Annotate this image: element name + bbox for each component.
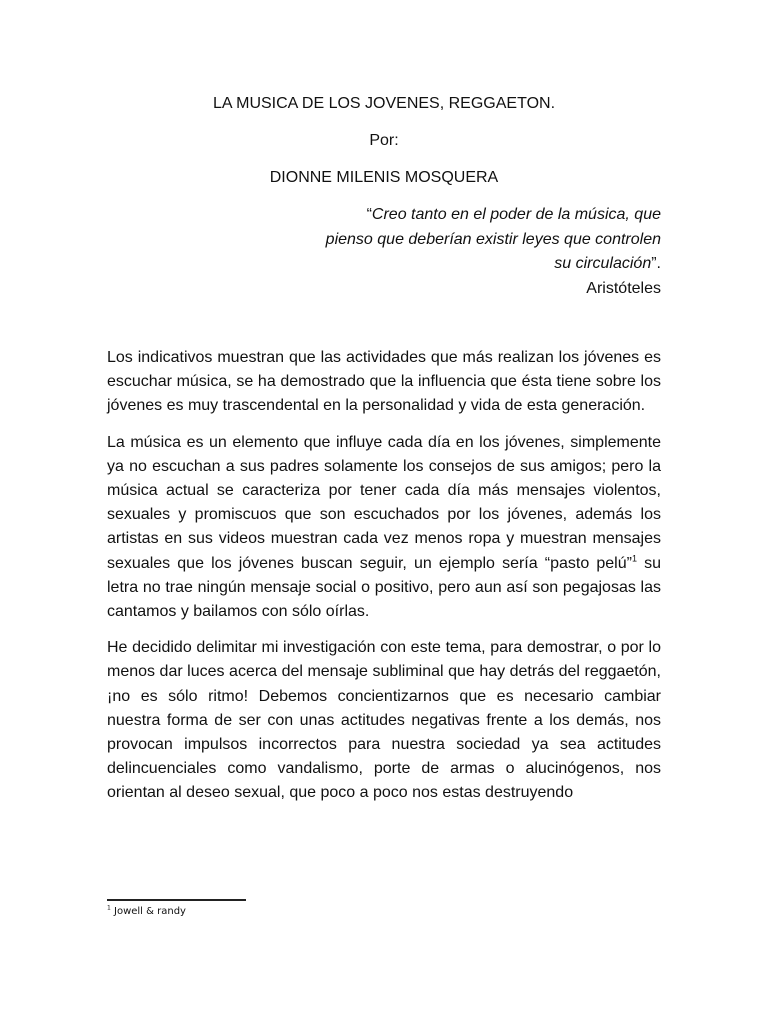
epigraph-attribution: Aristóteles [586,279,661,297]
author-name: DIONNE MILENIS MOSQUERA [269,169,499,186]
paragraph-2-text-b: su letra no trae ningún mensaje social o positivo, pero aun así son pegajosas las cantamos y bailamos con sólo oírlas. [107,554,661,621]
body-text [107,346,661,818]
footnote-reference[interactable]: 1 [631,553,637,564]
by-label: Por: [369,132,399,149]
epigraph [321,203,661,301]
footnote-text: Jowell & randy [110,906,186,917]
document-title: LA MUSICA DE LOS JOVENES, REGGAETON. [212,95,556,112]
epigraph-open-quote: “ [366,206,372,223]
footnote [107,905,186,918]
epigraph-quote: Creo tanto en el poder de la música, que pienso que deberían existir leyes que controlen su circulación [325,206,661,272]
paragraph-3: He decidido delimitar mi investigación con este tema, para demostrar, o por lo menos dar luces acerca del mensaje subliminal que hay detrás del reggaetón, ¡no es sólo ritmo! Debemos concientizarnos que es necesario cambiar nuestra forma de ser con unas actitudes negativas frente a los demás, nos provocan impulsos incorrectos para nuestra sociedad ya sea actitudes delincuenciales como vandalismo, porte de armas o alucinógenos, nos orientan al deseo sexual, que poco a poco nos estas destruyendo [107,639,661,802]
footnote-number: 1 [107,904,111,912]
paragraph-2-text-a: La música es un elemento que influye cada día en los jóvenes, simplemente ya no escuchan a sus padres solamente los consejos de sus amigos; pero la música actual se caracteriza por tener cada día más mensajes violentos, sexuales y promiscuos que son escuchados por los jóvenes, además los artistas en sus videos muestran cada vez menos ropa y muestran mensajes sexuales que los jóvenes buscan seguir, un ejemplo sería “pasto pelú” [107,433,661,572]
footnote-separator [107,899,246,901]
epigraph-close-quote: ”. [651,255,661,272]
paragraph-2 [107,431,661,625]
paragraph-1: Los indicativos muestran que las actividades que más realizan los jóvenes es escuchar música, se ha demostrado que la influencia que ésta tiene sobre los jóvenes es muy trascendental en la personalidad y vida de esta generación. [107,349,661,415]
